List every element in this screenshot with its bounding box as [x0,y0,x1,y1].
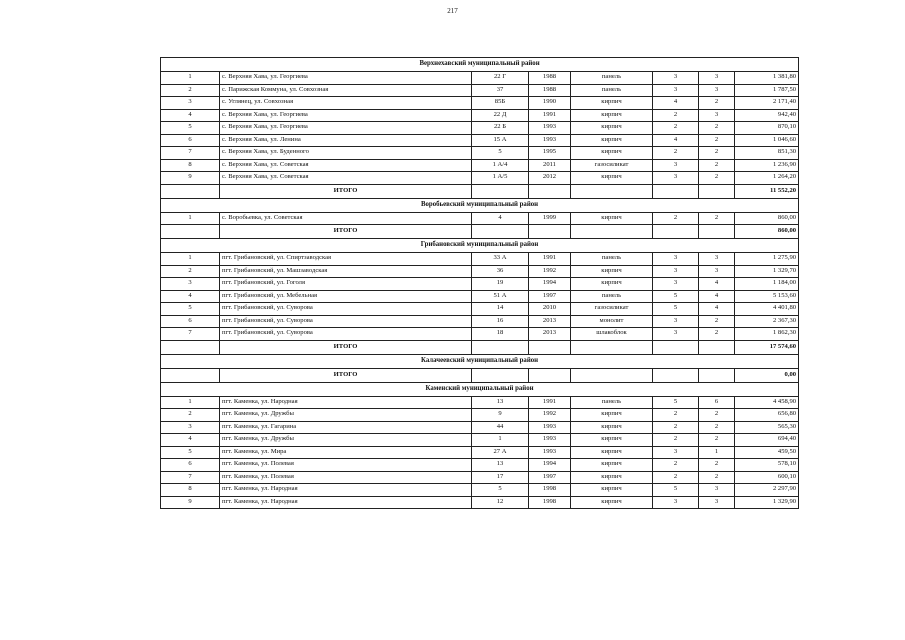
house-number-cell: 9 [472,409,529,422]
year-cell: 1995 [529,147,571,160]
area-cell: 1 329,70 [735,265,799,278]
district-name: Верхнехавский муниципальный район [161,58,799,72]
floors-cell: 5 [653,290,699,303]
table-row [161,134,799,147]
house-number-cell: 17 [472,471,529,484]
address-cell: с. Парижская Коммуна, ул. Совхозная [220,84,472,97]
empty-cell [161,225,220,239]
year-cell: 1998 [529,484,571,497]
wall-material-cell: кирпич [571,409,653,422]
entrances-cell: 2 [699,471,735,484]
empty-cell [571,225,653,239]
row-number: 3 [161,278,220,291]
area-cell: 459,50 [735,446,799,459]
year-cell: 1991 [529,396,571,409]
empty-cell [529,340,571,354]
row-number: 7 [161,471,220,484]
area-cell: 1 787,50 [735,84,799,97]
row-number: 8 [161,159,220,172]
table-row [161,97,799,110]
district-name: Грибановский муниципальный район [161,239,799,253]
year-cell: 2010 [529,303,571,316]
row-number: 2 [161,409,220,422]
total-value: 0,00 [735,368,799,382]
area-cell: 1 275,90 [735,253,799,266]
year-cell: 1997 [529,290,571,303]
house-number-cell: 4 [472,212,529,225]
table-row [161,328,799,341]
wall-material-cell: панель [571,84,653,97]
year-cell: 1988 [529,72,571,85]
address-cell: пгт. Каменка, ул. Полевая [220,459,472,472]
floors-cell: 2 [653,421,699,434]
house-number-cell: 18 [472,328,529,341]
empty-cell [472,368,529,382]
wall-material-cell: панель [571,72,653,85]
year-cell: 1993 [529,421,571,434]
address-cell: с. Верхняя Хава, ул. Георгиева [220,109,472,122]
entrances-cell: 2 [699,212,735,225]
empty-cell [161,340,220,354]
entrances-cell: 2 [699,409,735,422]
area-cell: 870,10 [735,122,799,135]
row-number: 3 [161,97,220,110]
area-cell: 851,30 [735,147,799,160]
house-number-cell: 85Б [472,97,529,110]
wall-material-cell: кирпич [571,484,653,497]
house-number-cell: 51 А [472,290,529,303]
row-number: 2 [161,84,220,97]
floors-cell: 2 [653,147,699,160]
year-cell: 2011 [529,159,571,172]
table-row [161,147,799,160]
address-cell: пгт. Каменка, ул. Мира [220,446,472,459]
table-row [161,396,799,409]
wall-material-cell: кирпич [571,172,653,185]
total-row [161,340,799,354]
district-header-row [161,239,799,253]
year-cell: 1991 [529,109,571,122]
address-cell: пгт. Каменка, ул. Гагарина [220,421,472,434]
entrances-cell: 2 [699,122,735,135]
wall-material-cell: панель [571,253,653,266]
wall-material-cell: кирпич [571,134,653,147]
entrances-cell: 3 [699,265,735,278]
entrances-cell: 3 [699,253,735,266]
wall-material-cell: кирпич [571,471,653,484]
empty-cell [653,340,699,354]
empty-cell [529,225,571,239]
year-cell: 1993 [529,134,571,147]
house-number-cell: 22 Г [472,72,529,85]
empty-cell [472,225,529,239]
table-row [161,159,799,172]
entrances-cell: 3 [699,484,735,497]
house-number-cell: 27 А [472,446,529,459]
wall-material-cell: кирпич [571,97,653,110]
wall-material-cell: кирпич [571,434,653,447]
table-row [161,471,799,484]
house-number-cell: 36 [472,265,529,278]
table-row [161,109,799,122]
year-cell: 1993 [529,434,571,447]
total-value: 11 552,20 [735,184,799,198]
table-row [161,72,799,85]
table-row [161,265,799,278]
wall-material-cell: газосиликат [571,303,653,316]
total-value: 860,00 [735,225,799,239]
area-cell: 1 184,00 [735,278,799,291]
floors-cell: 2 [653,409,699,422]
floors-cell: 2 [653,434,699,447]
area-cell: 1 264,20 [735,172,799,185]
row-number: 2 [161,265,220,278]
address-cell: пгт. Грибановский, ул. Мебельная [220,290,472,303]
floors-cell: 5 [653,484,699,497]
floors-cell: 3 [653,172,699,185]
address-cell: пгт. Грибановский, ул. Суворова [220,303,472,316]
floors-cell: 3 [653,72,699,85]
district-header-row [161,198,799,212]
address-cell: с. Верхняя Хава, ул. Георгиева [220,122,472,135]
address-cell: пгт. Каменка, ул. Народная [220,496,472,509]
empty-cell [699,184,735,198]
wall-material-cell: кирпич [571,278,653,291]
table-row [161,278,799,291]
year-cell: 1992 [529,409,571,422]
wall-material-cell: панель [571,396,653,409]
floors-cell: 2 [653,212,699,225]
total-label: ИТОГО [220,340,472,354]
year-cell: 1994 [529,278,571,291]
house-number-cell: 12 [472,496,529,509]
year-cell: 2012 [529,172,571,185]
table-row [161,315,799,328]
entrances-cell: 4 [699,290,735,303]
floors-cell: 3 [653,446,699,459]
table-row [161,122,799,135]
total-label: ИТОГО [220,225,472,239]
floors-cell: 2 [653,122,699,135]
floors-cell: 3 [653,159,699,172]
empty-cell [161,184,220,198]
year-cell: 1991 [529,253,571,266]
table-row [161,212,799,225]
housing-register-table [160,57,799,509]
year-cell: 2013 [529,328,571,341]
row-number: 6 [161,315,220,328]
area-cell: 1 381,80 [735,72,799,85]
row-number: 3 [161,421,220,434]
wall-material-cell: газосиликат [571,159,653,172]
empty-cell [571,368,653,382]
house-number-cell: 13 [472,459,529,472]
table-row [161,290,799,303]
floors-cell: 3 [653,496,699,509]
row-number: 6 [161,134,220,147]
floors-cell: 2 [653,459,699,472]
entrances-cell: 2 [699,421,735,434]
page-number: 217 [447,7,458,15]
row-number: 6 [161,459,220,472]
district-name: Воробьевский муниципальный район [161,198,799,212]
address-cell: с. Верхняя Хава, ул. Советская [220,159,472,172]
house-number-cell: 15 А [472,134,529,147]
entrances-cell: 2 [699,97,735,110]
empty-cell [529,184,571,198]
address-cell: пгт. Каменка, ул. Дружбы [220,409,472,422]
entrances-cell: 4 [699,278,735,291]
row-number: 1 [161,72,220,85]
table-row [161,496,799,509]
area-cell: 656,80 [735,409,799,422]
row-number: 9 [161,496,220,509]
floors-cell: 2 [653,109,699,122]
row-number: 1 [161,253,220,266]
table-row [161,459,799,472]
wall-material-cell: кирпич [571,496,653,509]
address-cell: пгт. Грибановский, ул. Спиртзаводская [220,253,472,266]
wall-material-cell: шлакоблок [571,328,653,341]
empty-cell [571,184,653,198]
house-number-cell: 44 [472,421,529,434]
entrances-cell: 3 [699,109,735,122]
address-cell: с. Верхняя Хава, ул. Буденного [220,147,472,160]
wall-material-cell: кирпич [571,122,653,135]
house-number-cell: 1 А/5 [472,172,529,185]
year-cell: 1993 [529,446,571,459]
empty-cell [161,368,220,382]
address-cell: пгт. Грибановский, ул. Машзаводская [220,265,472,278]
row-number: 7 [161,147,220,160]
row-number: 9 [161,172,220,185]
year-cell: 1990 [529,97,571,110]
entrances-cell: 3 [699,84,735,97]
table-row [161,172,799,185]
floors-cell: 5 [653,396,699,409]
house-number-cell: 22 Д [472,109,529,122]
entrances-cell: 2 [699,159,735,172]
floors-cell: 3 [653,84,699,97]
address-cell: пгт. Каменка, ул. Полевая [220,471,472,484]
house-number-cell: 1 [472,434,529,447]
house-number-cell: 33 А [472,253,529,266]
year-cell: 1988 [529,84,571,97]
wall-material-cell: монолит [571,315,653,328]
area-cell: 694,40 [735,434,799,447]
wall-material-cell: кирпич [571,265,653,278]
empty-cell [699,225,735,239]
address-cell: с. Воробьевка, ул. Советская [220,212,472,225]
year-cell: 1992 [529,265,571,278]
area-cell: 5 153,60 [735,290,799,303]
empty-cell [472,184,529,198]
row-number: 5 [161,446,220,459]
entrances-cell: 2 [699,172,735,185]
entrances-cell: 6 [699,396,735,409]
floors-cell: 3 [653,253,699,266]
wall-material-cell: кирпич [571,446,653,459]
table-row [161,253,799,266]
area-cell: 2 367,30 [735,315,799,328]
district-header-row [161,382,799,396]
district-name: Калачеевский муниципальный район [161,354,799,368]
year-cell: 1997 [529,471,571,484]
row-number: 5 [161,122,220,135]
row-number: 4 [161,290,220,303]
area-cell: 600,10 [735,471,799,484]
area-cell: 1 236,90 [735,159,799,172]
entrances-cell: 2 [699,434,735,447]
row-number: 1 [161,396,220,409]
wall-material-cell: кирпич [571,212,653,225]
area-cell: 4 401,80 [735,303,799,316]
house-number-cell: 1 А/4 [472,159,529,172]
total-label: ИТОГО [220,368,472,382]
year-cell: 2013 [529,315,571,328]
address-cell: пгт. Каменка, ул. Народная [220,484,472,497]
entrances-cell: 3 [699,496,735,509]
area-cell: 578,10 [735,459,799,472]
house-number-cell: 14 [472,303,529,316]
row-number: 4 [161,434,220,447]
floors-cell: 3 [653,278,699,291]
address-cell: с. Верхняя Хава, ул. Георгиева [220,72,472,85]
area-cell: 1 862,30 [735,328,799,341]
area-cell: 4 458,90 [735,396,799,409]
table-row [161,303,799,316]
floors-cell: 2 [653,471,699,484]
entrances-cell: 2 [699,134,735,147]
entrances-cell: 1 [699,446,735,459]
entrances-cell: 2 [699,315,735,328]
entrances-cell: 2 [699,147,735,160]
entrances-cell: 2 [699,459,735,472]
address-cell: пгт. Грибановский, ул. Суворова [220,328,472,341]
area-cell: 942,40 [735,109,799,122]
area-cell: 2 171,40 [735,97,799,110]
entrances-cell: 3 [699,72,735,85]
wall-material-cell: панель [571,290,653,303]
table-row [161,84,799,97]
entrances-cell: 4 [699,303,735,316]
wall-material-cell: кирпич [571,109,653,122]
floors-cell: 5 [653,303,699,316]
year-cell: 1993 [529,122,571,135]
empty-cell [653,225,699,239]
house-number-cell: 13 [472,396,529,409]
floors-cell: 4 [653,134,699,147]
total-row [161,184,799,198]
wall-material-cell: кирпич [571,147,653,160]
total-value: 17 574,60 [735,340,799,354]
table-row [161,484,799,497]
empty-cell [699,368,735,382]
area-cell: 1 046,60 [735,134,799,147]
floors-cell: 3 [653,315,699,328]
row-number: 7 [161,328,220,341]
house-number-cell: 22 Б [472,122,529,135]
wall-material-cell: кирпич [571,459,653,472]
table-row [161,421,799,434]
address-cell: с. Верхняя Хава, ул. Ленина [220,134,472,147]
area-cell: 565,30 [735,421,799,434]
house-number-cell: 16 [472,315,529,328]
empty-cell [472,340,529,354]
empty-cell [529,368,571,382]
empty-cell [653,184,699,198]
row-number: 1 [161,212,220,225]
row-number: 8 [161,484,220,497]
row-number: 5 [161,303,220,316]
district-name: Каменский муниципальный район [161,382,799,396]
empty-cell [699,340,735,354]
total-row [161,368,799,382]
address-cell: пгт. Грибановский, ул. Гоголя [220,278,472,291]
address-cell: пгт. Грибановский, ул. Суворова [220,315,472,328]
floors-cell: 3 [653,265,699,278]
total-label: ИТОГО [220,184,472,198]
table-row [161,446,799,459]
house-number-cell: 5 [472,147,529,160]
house-number-cell: 37 [472,84,529,97]
wall-material-cell: кирпич [571,421,653,434]
house-number-cell: 5 [472,484,529,497]
row-number: 4 [161,109,220,122]
year-cell: 1994 [529,459,571,472]
area-cell: 1 329,90 [735,496,799,509]
address-cell: пгт. Каменка, ул. Народная [220,396,472,409]
district-header-row [161,354,799,368]
area-cell: 860,00 [735,212,799,225]
district-header-row [161,58,799,72]
floors-cell: 3 [653,328,699,341]
entrances-cell: 2 [699,328,735,341]
address-cell: пгт. Каменка, ул. Дружбы [220,434,472,447]
floors-cell: 4 [653,97,699,110]
empty-cell [571,340,653,354]
total-row [161,225,799,239]
year-cell: 1999 [529,212,571,225]
table-row [161,409,799,422]
house-number-cell: 19 [472,278,529,291]
year-cell: 1998 [529,496,571,509]
address-cell: с. Углянец, ул. Совхозная [220,97,472,110]
address-cell: с. Верхняя Хава, ул. Советская [220,172,472,185]
area-cell: 2 297,90 [735,484,799,497]
empty-cell [653,368,699,382]
table-row [161,434,799,447]
